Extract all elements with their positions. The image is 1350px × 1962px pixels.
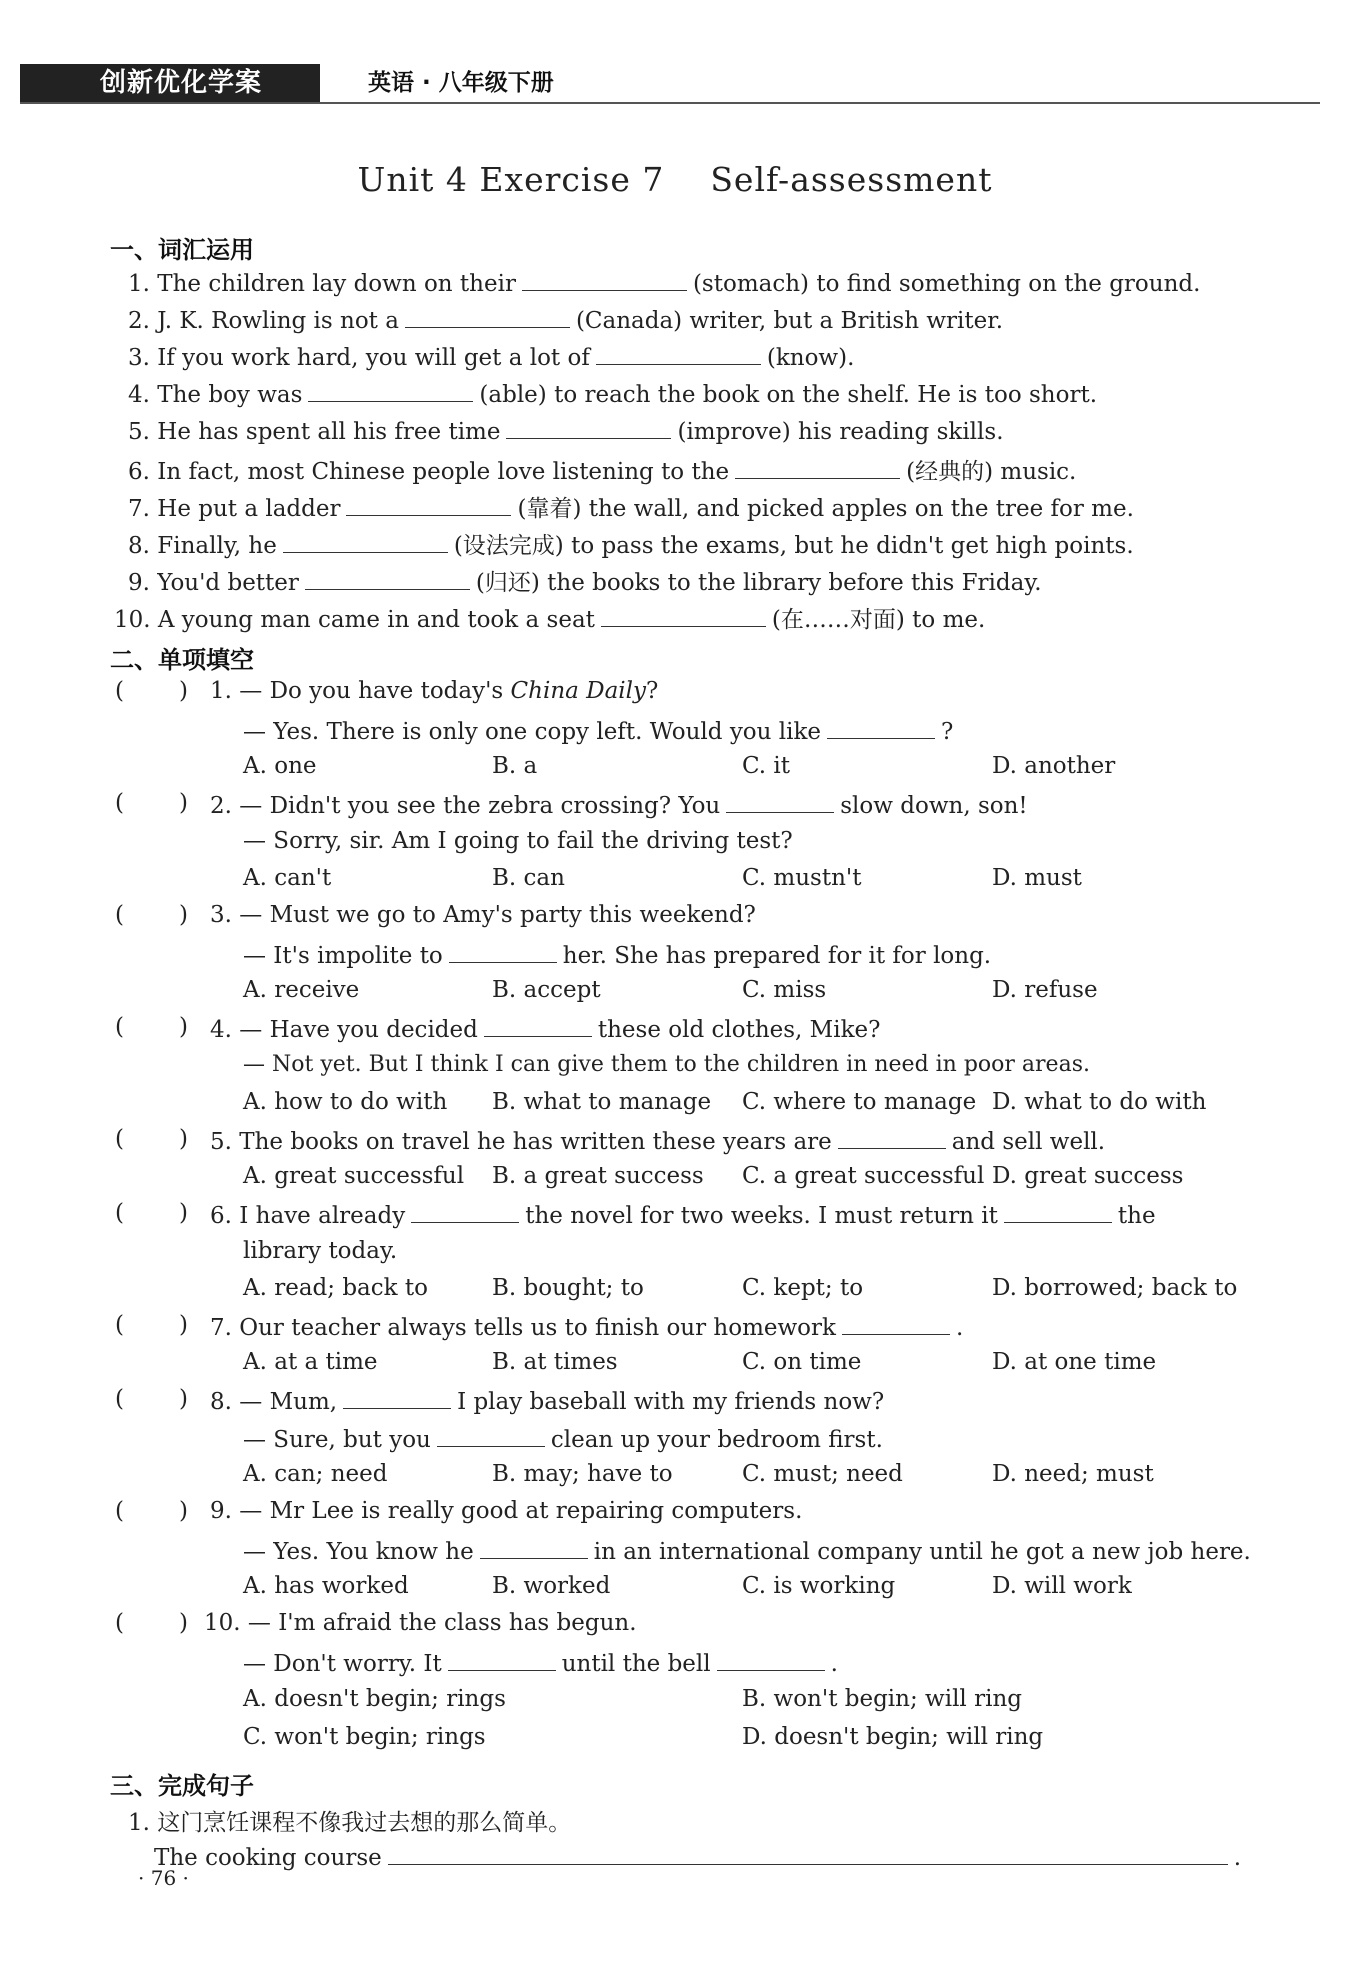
- mc-option[interactable]: A. one: [243, 753, 317, 779]
- mc-option[interactable]: D. what to do with: [992, 1089, 1207, 1115]
- answer-blank[interactable]: [283, 530, 448, 553]
- header-rule: [20, 102, 1320, 104]
- book-subtitle: 英语 · 八年级下册: [368, 70, 554, 96]
- mc-option[interactable]: A. has worked: [243, 1573, 409, 1599]
- mc-option[interactable]: A. read; back to: [243, 1275, 428, 1301]
- answer-paren[interactable]: ( ): [115, 1386, 188, 1412]
- complete-item-line: The cooking course .: [154, 1842, 1241, 1871]
- mc-question-line: — Not yet. But I think I can give them to the children in need in poor areas.: [243, 1052, 1090, 1077]
- mc-option[interactable]: D. refuse: [992, 977, 1098, 1003]
- mc-question-line: — Sure, but you clean up your bedroom first.: [243, 1424, 883, 1453]
- answer-blank[interactable]: [480, 1536, 588, 1559]
- answer-paren[interactable]: ( ): [115, 1610, 188, 1636]
- mc-question: 1. — Do you have today's China Daily?: [210, 678, 659, 704]
- mc-option[interactable]: A. doesn't begin; rings: [243, 1686, 506, 1712]
- mc-option[interactable]: A. at a time: [243, 1349, 378, 1375]
- mc-option[interactable]: B. what to manage: [492, 1089, 712, 1115]
- mc-question-line: — Yes. There is only one copy left. Would you like ?: [243, 716, 953, 745]
- vocab-item: 4. The boy was (able) to reach the book on the shelf. He is too short.: [128, 379, 1097, 408]
- answer-blank[interactable]: [522, 268, 687, 291]
- answer-blank[interactable]: [838, 1126, 946, 1149]
- answer-blank[interactable]: [506, 416, 671, 439]
- mc-option[interactable]: D. doesn't begin; will ring: [742, 1724, 1044, 1750]
- mc-option[interactable]: B. a: [492, 753, 538, 779]
- vocab-item: 5. He has spent all his free time (improve) his reading skills.: [128, 416, 1004, 445]
- answer-paren[interactable]: ( ): [115, 1014, 188, 1040]
- page-title: Unit 4 Exercise 7 Self-assessment: [357, 160, 993, 199]
- mc-option[interactable]: C. a great successful: [742, 1163, 985, 1189]
- answer-blank[interactable]: [411, 1200, 519, 1223]
- answer-blank[interactable]: [437, 1424, 545, 1447]
- mc-option[interactable]: B. worked: [492, 1573, 611, 1599]
- page-number: · 76 ·: [138, 1866, 189, 1890]
- mc-option[interactable]: C. on time: [742, 1349, 862, 1375]
- answer-blank[interactable]: [726, 790, 834, 813]
- answer-blank[interactable]: [305, 567, 470, 590]
- vocab-item: 1. The children lay down on their (stomach) to find something on the ground.: [128, 268, 1200, 297]
- answer-blank[interactable]: [405, 305, 570, 328]
- mc-option[interactable]: C. it: [742, 753, 790, 779]
- answer-blank[interactable]: [1004, 1200, 1112, 1223]
- mc-option[interactable]: A. how to do with: [243, 1089, 448, 1115]
- mc-option[interactable]: C. where to manage: [742, 1089, 977, 1115]
- answer-blank[interactable]: [596, 342, 761, 365]
- answer-blank[interactable]: [601, 604, 766, 627]
- mc-question-line: — Don't worry. It until the bell .: [243, 1648, 838, 1677]
- mc-question: 10. — I'm afraid the class has begun.: [204, 1610, 637, 1636]
- mc-option[interactable]: B. a great success: [492, 1163, 704, 1189]
- mc-option[interactable]: C. mustn't: [742, 865, 862, 891]
- mc-option[interactable]: B. won't begin; will ring: [742, 1686, 1022, 1712]
- mc-option[interactable]: B. at times: [492, 1349, 618, 1375]
- mc-option[interactable]: B. may; have to: [492, 1461, 673, 1487]
- answer-blank[interactable]: [308, 379, 473, 402]
- book-logo: 创新优化学案: [100, 68, 263, 98]
- section-heading-vocab: 一、词汇运用: [110, 236, 254, 264]
- mc-option[interactable]: A. receive: [243, 977, 360, 1003]
- mc-question: 8. — Mum, I play baseball with my friends now?: [210, 1386, 884, 1415]
- mc-option[interactable]: D. need; must: [992, 1461, 1154, 1487]
- mc-option[interactable]: D. at one time: [992, 1349, 1157, 1375]
- mc-question-line: — Yes. You know he in an international company until he got a new job here.: [243, 1536, 1251, 1565]
- mc-option[interactable]: C. won't begin; rings: [243, 1724, 486, 1750]
- mc-question: 2. — Didn't you see the zebra crossing? You slow down, son!: [210, 790, 1028, 819]
- vocab-item: 9. You'd better (归还) the books to the library before this Friday.: [128, 564, 1042, 597]
- section-heading-mc: 二、单项填空: [110, 646, 254, 674]
- mc-option[interactable]: D. another: [992, 753, 1116, 779]
- mc-option[interactable]: C. is working: [742, 1573, 896, 1599]
- answer-paren[interactable]: ( ): [115, 1498, 188, 1524]
- mc-question: 3. — Must we go to Amy's party this weekend?: [210, 902, 756, 928]
- answer-blank[interactable]: [449, 940, 557, 963]
- answer-blank[interactable]: [388, 1842, 1228, 1865]
- answer-blank[interactable]: [717, 1648, 825, 1671]
- answer-paren[interactable]: ( ): [115, 790, 188, 816]
- mc-question-line: library today.: [243, 1238, 398, 1264]
- mc-option[interactable]: D. borrowed; back to: [992, 1275, 1238, 1301]
- answer-paren[interactable]: ( ): [115, 678, 188, 704]
- mc-question-line: — Sorry, sir. Am I going to fail the driving test?: [243, 828, 793, 854]
- answer-blank[interactable]: [484, 1014, 592, 1037]
- mc-question: 6. I have already the novel for two weeks. I must return it the: [210, 1200, 1156, 1229]
- vocab-item: 2. J. K. Rowling is not a (Canada) writer, but a British writer.: [128, 305, 1003, 334]
- answer-paren[interactable]: ( ): [115, 902, 188, 928]
- mc-option[interactable]: A. can; need: [243, 1461, 388, 1487]
- mc-option[interactable]: D. great success: [992, 1163, 1184, 1189]
- section-heading-complete: 三、完成句子: [110, 1772, 254, 1800]
- mc-option[interactable]: A. great successful: [243, 1163, 465, 1189]
- answer-paren[interactable]: ( ): [115, 1312, 188, 1338]
- vocab-item: 10. A young man came in and took a seat (在……对面) to me.: [114, 601, 985, 634]
- answer-blank[interactable]: [448, 1648, 556, 1671]
- answer-blank[interactable]: [842, 1312, 950, 1335]
- mc-question-line: — It's impolite to her. She has prepared for it for long.: [243, 940, 991, 969]
- vocab-item: 7. He put a ladder (靠着) the wall, and picked apples on the tree for me.: [128, 490, 1134, 523]
- mc-option[interactable]: B. bought; to: [492, 1275, 644, 1301]
- answer-blank[interactable]: [346, 493, 511, 516]
- mc-option[interactable]: B. can: [492, 865, 565, 891]
- mc-option[interactable]: B. accept: [492, 977, 601, 1003]
- mc-question: 7. Our teacher always tells us to finish our homework .: [210, 1312, 963, 1341]
- mc-question: 9. — Mr Lee is really good at repairing computers.: [210, 1498, 803, 1524]
- mc-option[interactable]: C. miss: [742, 977, 827, 1003]
- answer-blank[interactable]: [343, 1386, 451, 1409]
- mc-question: 4. — Have you decided these old clothes, Mike?: [210, 1014, 880, 1043]
- mc-option[interactable]: A. can't: [243, 865, 332, 891]
- vocab-item: 6. In fact, most Chinese people love listening to the (经典的) music.: [128, 453, 1076, 486]
- complete-item-prompt: 1. 这门烹饪课程不像我过去想的那么简单。: [128, 1810, 572, 1836]
- mc-option[interactable]: C. kept; to: [742, 1275, 864, 1301]
- mc-question: 5. The books on travel he has written these years are and sell well.: [210, 1126, 1105, 1155]
- mc-option[interactable]: D. must: [992, 865, 1082, 891]
- mc-option[interactable]: C. must; need: [742, 1461, 903, 1487]
- vocab-item: 8. Finally, he (设法完成) to pass the exams, but he didn't get high points.: [128, 527, 1134, 560]
- answer-paren[interactable]: ( ): [115, 1126, 188, 1152]
- answer-blank[interactable]: [827, 716, 935, 739]
- answer-blank[interactable]: [735, 456, 900, 479]
- vocab-item: 3. If you work hard, you will get a lot of (know).: [128, 342, 854, 371]
- answer-paren[interactable]: ( ): [115, 1200, 188, 1226]
- mc-option[interactable]: D. will work: [992, 1573, 1132, 1599]
